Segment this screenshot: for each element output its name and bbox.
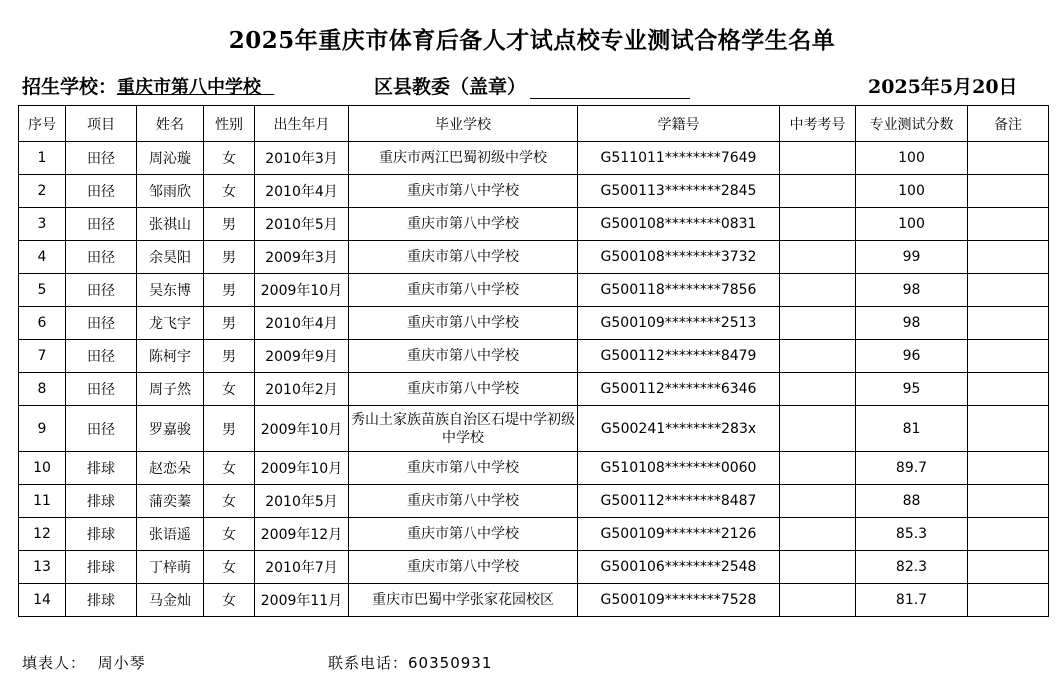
cell-gender: 男 [204, 241, 255, 274]
cell-note [968, 452, 1049, 485]
col-header-exam-no: 中考考号 [780, 106, 856, 142]
cell-name: 张祺山 [137, 208, 204, 241]
cell-name: 邹雨欣 [137, 175, 204, 208]
cell-birth: 2010年2月 [255, 373, 349, 406]
cell-birth: 2009年10月 [255, 274, 349, 307]
table-row [19, 340, 1049, 373]
cell-no: 6 [19, 307, 66, 340]
cell-gender: 女 [204, 551, 255, 584]
cell-student-id: G500112********6346 [578, 373, 780, 406]
col-header-school: 毕业学校 [349, 106, 578, 142]
cell-note [968, 551, 1049, 584]
cell-score: 100 [856, 142, 968, 175]
cell-student-id: G500109********2513 [578, 307, 780, 340]
cell-school: 重庆市第八中学校 [349, 485, 578, 518]
cell-name: 吴东博 [137, 274, 204, 307]
cell-student-id: G510108********0060 [578, 452, 780, 485]
cell-sport: 田径 [66, 307, 137, 340]
cell-note [968, 518, 1049, 551]
cell-school: 重庆市第八中学校 [349, 373, 578, 406]
cell-gender: 女 [204, 142, 255, 175]
cell-sport: 排球 [66, 584, 137, 617]
cell-sport: 排球 [66, 452, 137, 485]
col-header-no: 序号 [19, 106, 66, 142]
cell-score: 96 [856, 340, 968, 373]
table-header-row [19, 106, 1049, 142]
cell-note [968, 307, 1049, 340]
school-value: 重庆市第八中学校 [117, 77, 262, 98]
cell-student-id: G500109********7528 [578, 584, 780, 617]
cell-sport: 田径 [66, 373, 137, 406]
student-table [18, 105, 1049, 617]
document-date: 2025年5月20日 [868, 76, 1018, 98]
cell-gender: 女 [204, 373, 255, 406]
cell-student-id: G500113********2845 [578, 175, 780, 208]
cell-school: 重庆市第八中学校 [349, 518, 578, 551]
cell-exam-no [780, 142, 856, 175]
cell-note [968, 175, 1049, 208]
cell-name: 赵恋朵 [137, 452, 204, 485]
col-header-note: 备注 [968, 106, 1049, 142]
cell-exam-no [780, 485, 856, 518]
cell-sport: 田径 [66, 406, 137, 452]
col-header-gender: 性别 [204, 106, 255, 142]
committee-label: 区县教委（盖章） [374, 76, 527, 98]
col-header-sport: 项目 [66, 106, 137, 142]
cell-name: 丁梓萌 [137, 551, 204, 584]
cell-no: 2 [19, 175, 66, 208]
cell-student-id: G500112********8479 [578, 340, 780, 373]
cell-gender: 男 [204, 274, 255, 307]
cell-birth: 2010年3月 [255, 142, 349, 175]
cell-sport: 田径 [66, 142, 137, 175]
cell-score: 95 [856, 373, 968, 406]
cell-note [968, 584, 1049, 617]
cell-sport: 田径 [66, 208, 137, 241]
table-row [19, 241, 1049, 274]
cell-birth: 2010年4月 [255, 307, 349, 340]
cell-school: 重庆市巴蜀中学张家花园校区 [349, 584, 578, 617]
cell-name: 余昊阳 [137, 241, 204, 274]
cell-name: 周沁璇 [137, 142, 204, 175]
cell-student-id: G500109********2126 [578, 518, 780, 551]
cell-sport: 排球 [66, 518, 137, 551]
cell-sport: 田径 [66, 241, 137, 274]
cell-note [968, 208, 1049, 241]
cell-school: 重庆市第八中学校 [349, 274, 578, 307]
table-row [19, 142, 1049, 175]
cell-student-id: G500108********0831 [578, 208, 780, 241]
cell-student-id: G500241********283x [578, 406, 780, 452]
school-info [22, 72, 274, 99]
cell-no: 5 [19, 274, 66, 307]
table-row [19, 274, 1049, 307]
cell-name: 蒲奕蓁 [137, 485, 204, 518]
cell-exam-no [780, 518, 856, 551]
cell-no: 1 [19, 142, 66, 175]
cell-note [968, 373, 1049, 406]
cell-school: 秀山土家族苗族自治区石堤中学初级中学校 [349, 406, 578, 452]
cell-no: 4 [19, 241, 66, 274]
cell-no: 9 [19, 406, 66, 452]
cell-score: 100 [856, 208, 968, 241]
cell-note [968, 241, 1049, 274]
cell-birth: 2009年3月 [255, 241, 349, 274]
cell-birth: 2009年10月 [255, 452, 349, 485]
cell-score: 85.3 [856, 518, 968, 551]
table-row [19, 584, 1049, 617]
cell-gender: 女 [204, 175, 255, 208]
cell-gender: 男 [204, 406, 255, 452]
cell-score: 88 [856, 485, 968, 518]
cell-birth: 2010年7月 [255, 551, 349, 584]
cell-exam-no [780, 175, 856, 208]
cell-school: 重庆市两江巴蜀初级中学校 [349, 142, 578, 175]
cell-birth: 2010年5月 [255, 208, 349, 241]
cell-school: 重庆市第八中学校 [349, 452, 578, 485]
cell-note [968, 340, 1049, 373]
cell-sport: 排球 [66, 485, 137, 518]
table-row [19, 551, 1049, 584]
cell-gender: 男 [204, 340, 255, 373]
filler-info [22, 652, 146, 673]
cell-student-id: G511011********7649 [578, 142, 780, 175]
cell-school: 重庆市第八中学校 [349, 340, 578, 373]
cell-note [968, 406, 1049, 452]
cell-exam-no [780, 274, 856, 307]
filler-name: 周小琴 [97, 654, 146, 672]
table-row [19, 406, 1049, 452]
cell-gender: 女 [204, 584, 255, 617]
phone-number: 60350931 [408, 654, 493, 672]
cell-score: 81 [856, 406, 968, 452]
cell-birth: 2010年5月 [255, 485, 349, 518]
cell-sport: 排球 [66, 551, 137, 584]
cell-exam-no [780, 307, 856, 340]
phone-info [328, 652, 492, 673]
col-header-birth: 出生年月 [255, 106, 349, 142]
table-row [19, 452, 1049, 485]
cell-no: 8 [19, 373, 66, 406]
col-header-score: 专业测试分数 [856, 106, 968, 142]
cell-exam-no [780, 584, 856, 617]
cell-no: 11 [19, 485, 66, 518]
cell-gender: 男 [204, 208, 255, 241]
table-row [19, 307, 1049, 340]
table-row [19, 208, 1049, 241]
cell-birth: 2009年12月 [255, 518, 349, 551]
cell-score: 89.7 [856, 452, 968, 485]
cell-sport: 田径 [66, 175, 137, 208]
cell-birth: 2009年11月 [255, 584, 349, 617]
cell-gender: 女 [204, 518, 255, 551]
cell-exam-no [780, 551, 856, 584]
cell-name: 马金灿 [137, 584, 204, 617]
cell-birth: 2009年10月 [255, 406, 349, 452]
cell-student-id: G500112********8487 [578, 485, 780, 518]
cell-no: 12 [19, 518, 66, 551]
cell-score: 98 [856, 307, 968, 340]
cell-gender: 女 [204, 485, 255, 518]
cell-no: 10 [19, 452, 66, 485]
seal-blank-line [530, 78, 690, 99]
cell-score: 82.3 [856, 551, 968, 584]
cell-birth: 2010年4月 [255, 175, 349, 208]
cell-name: 周子然 [137, 373, 204, 406]
table-row [19, 373, 1049, 406]
cell-exam-no [780, 373, 856, 406]
cell-note [968, 142, 1049, 175]
cell-exam-no [780, 208, 856, 241]
cell-school: 重庆市第八中学校 [349, 241, 578, 274]
cell-sport: 田径 [66, 274, 137, 307]
col-header-name: 姓名 [137, 106, 204, 142]
cell-name: 龙飞宇 [137, 307, 204, 340]
cell-exam-no [780, 340, 856, 373]
document-title: 2025年重庆市体育后备人才试点校专业测试合格学生名单 [228, 27, 836, 54]
table-row [19, 518, 1049, 551]
committee-info [374, 72, 690, 99]
cell-no: 7 [19, 340, 66, 373]
cell-school: 重庆市第八中学校 [349, 175, 578, 208]
cell-no: 14 [19, 584, 66, 617]
cell-student-id: G500118********7856 [578, 274, 780, 307]
cell-name: 陈柯宇 [137, 340, 204, 373]
cell-school: 重庆市第八中学校 [349, 208, 578, 241]
cell-student-id: G500106********2548 [578, 551, 780, 584]
cell-score: 99 [856, 241, 968, 274]
cell-school: 重庆市第八中学校 [349, 307, 578, 340]
cell-gender: 女 [204, 452, 255, 485]
col-header-student-id: 学籍号 [578, 106, 780, 142]
cell-exam-no [780, 241, 856, 274]
cell-student-id: G500108********3732 [578, 241, 780, 274]
cell-exam-no [780, 452, 856, 485]
cell-exam-no [780, 406, 856, 452]
cell-sport: 田径 [66, 340, 137, 373]
school-label: 招生学校： [22, 76, 118, 98]
cell-score: 100 [856, 175, 968, 208]
cell-score: 98 [856, 274, 968, 307]
filler-label: 填表人： [22, 654, 87, 672]
cell-note [968, 485, 1049, 518]
table-row [19, 175, 1049, 208]
cell-no: 3 [19, 208, 66, 241]
school-underline-pad [261, 76, 274, 98]
cell-name: 罗嘉骏 [137, 406, 204, 452]
cell-no: 13 [19, 551, 66, 584]
cell-note [968, 274, 1049, 307]
cell-school: 重庆市第八中学校 [349, 551, 578, 584]
cell-gender: 男 [204, 307, 255, 340]
cell-birth: 2009年9月 [255, 340, 349, 373]
phone-label: 联系电话： [328, 654, 409, 672]
cell-name: 张语遥 [137, 518, 204, 551]
cell-score: 81.7 [856, 584, 968, 617]
table-row [19, 485, 1049, 518]
